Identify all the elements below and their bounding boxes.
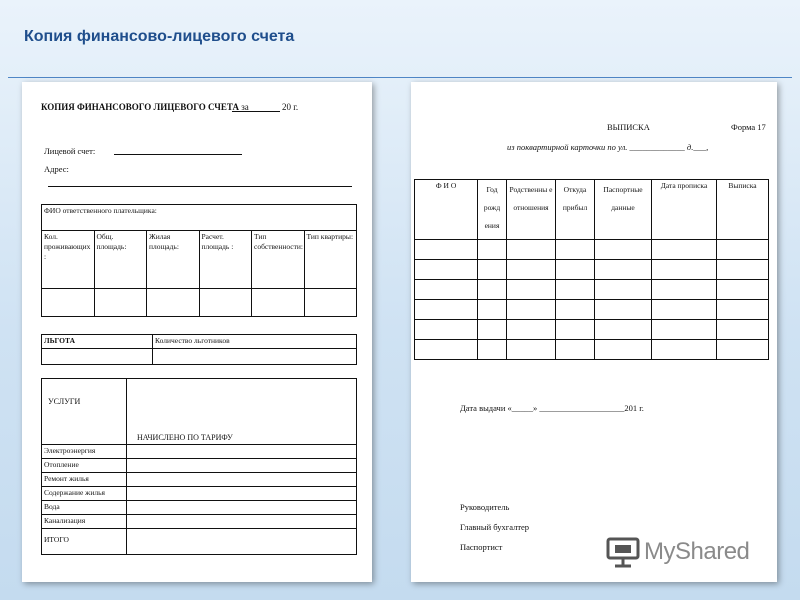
issue-date-line: Дата выдачи «_____» ____________________201 г. xyxy=(460,403,644,413)
extract-title: ВЫПИСКА xyxy=(607,122,650,132)
title-divider xyxy=(8,77,792,78)
services-header: УСЛУГИ xyxy=(42,379,127,445)
service-row-heating: Отопление xyxy=(42,459,127,473)
relation-header: Родственны е отношения xyxy=(507,180,556,240)
benefit-table xyxy=(41,334,357,365)
housing-card-extract-page xyxy=(411,82,777,582)
financial-account-copy-page xyxy=(22,82,372,582)
presentation-board-icon xyxy=(606,536,640,568)
extract-subtitle: из поквартирной карточки по ул. _____________ д.___, xyxy=(507,142,709,152)
property-info-table xyxy=(41,204,357,317)
registration-date-header: Дата прописка xyxy=(652,180,717,240)
passport-header: Паспортные данные xyxy=(595,180,652,240)
benefit-label: ЛЬГОТА xyxy=(42,335,153,349)
service-row-sewerage: Канализация xyxy=(42,515,127,529)
logo-text: MyShared xyxy=(644,538,750,565)
signatory-accountant: Главный бухгалтер xyxy=(460,522,530,532)
services-table xyxy=(41,378,357,555)
myshared-logo xyxy=(606,536,749,568)
total-area-header: Общ. площадь: xyxy=(94,231,147,289)
service-row-maintenance: Содержание жилья xyxy=(42,487,127,501)
birth-year-header: Год рожд ения xyxy=(478,180,507,240)
discharge-header: Выписка xyxy=(717,180,769,240)
service-row-total: ИТОГО xyxy=(42,529,127,555)
residents-table xyxy=(414,179,769,360)
service-row-repair: Ремонт жилья xyxy=(42,473,127,487)
benefit-count-label: Количество льготников xyxy=(153,335,357,349)
owner-label: ФИО ответственного плательщика: xyxy=(42,205,357,231)
service-row-water: Вода xyxy=(42,501,127,515)
apartment-type-header: Тип квартиры: xyxy=(304,231,357,289)
fio-header: Ф И О xyxy=(415,180,478,240)
charged-header: НАЧИСЛЕНО ПО ТАРИФУ xyxy=(127,379,357,445)
account-blank xyxy=(114,154,242,155)
heading-blank xyxy=(232,111,280,112)
arrived-from-header: Откуда прибыл xyxy=(556,180,595,240)
calculated-area-header: Расчет. площадь : xyxy=(199,231,252,289)
heading-year: 20 г. xyxy=(282,102,299,112)
service-row-electricity: Электроэнергия xyxy=(42,445,127,459)
slide-title: Копия финансово-лицевого счета xyxy=(24,28,295,45)
signatory-head: Руководитель xyxy=(460,502,510,512)
document-heading: КОПИЯ ФИНАНСОВОГО ЛИЦЕВОГО СЧЕТА за xyxy=(41,102,249,112)
living-area-header: Жилая площадь: xyxy=(147,231,200,289)
residents-count-header: Кол. проживающих : xyxy=(42,231,95,289)
form-number: Форма 17 xyxy=(731,122,766,132)
address-label: Адрес: xyxy=(44,164,69,174)
ownership-type-header: Тип собственности: xyxy=(252,231,305,289)
account-label: Лицевой счет: xyxy=(44,146,96,156)
signatory-passport-officer: Паспортист xyxy=(460,542,503,552)
address-blank xyxy=(48,186,352,187)
